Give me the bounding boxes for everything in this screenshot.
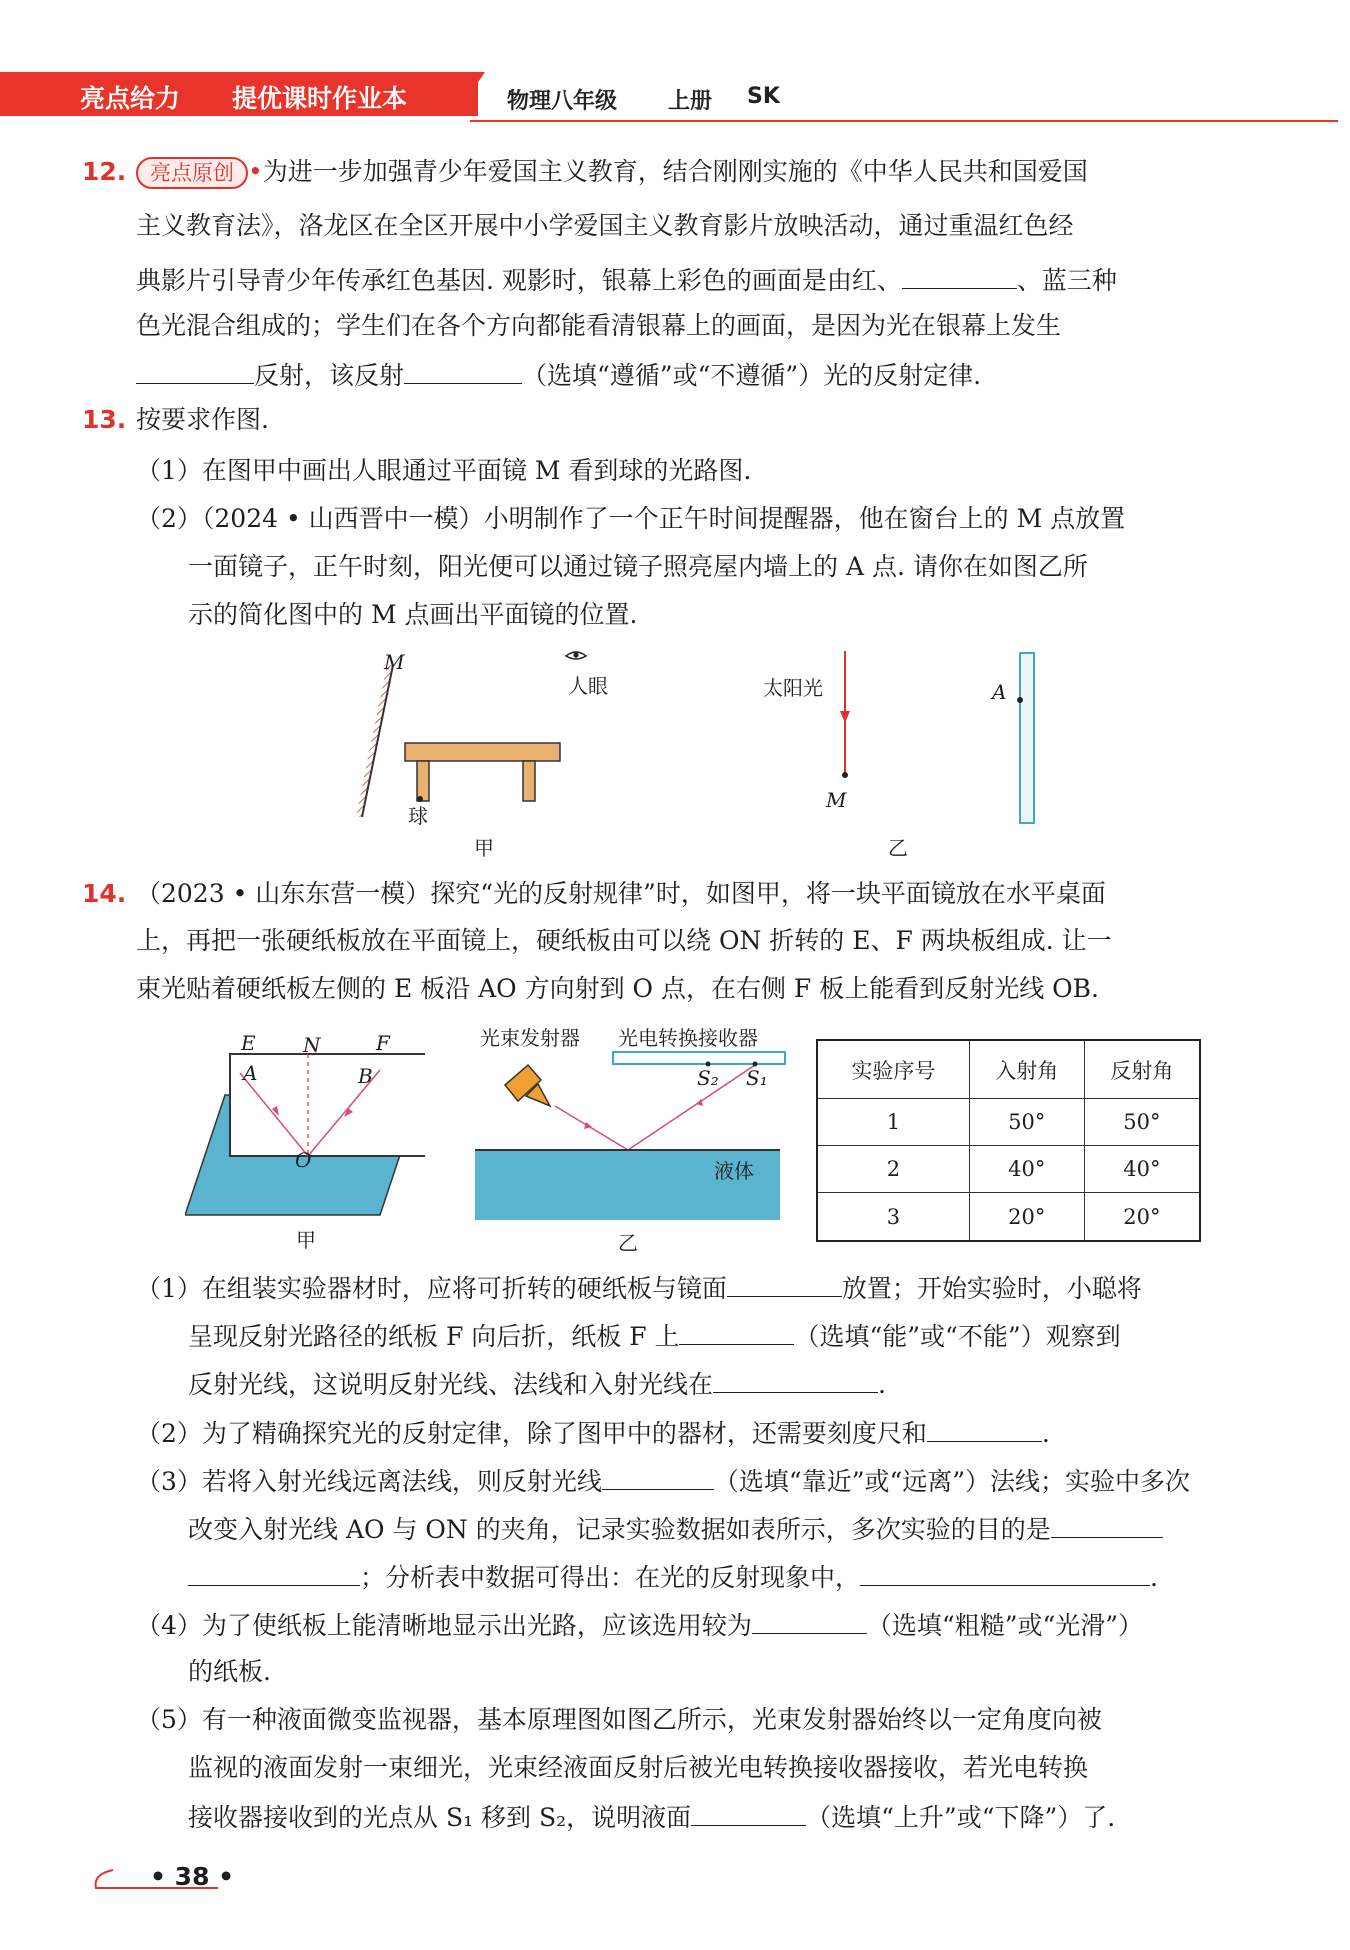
answer-blank-reflection-type[interactable]	[136, 359, 254, 384]
q14-text: （2）为了精确探究光的反射定律，除了图甲中的器材，还需要刻度尺和	[136, 1419, 927, 1448]
emitter-icon	[505, 1065, 550, 1106]
s1-label: S₁	[746, 1066, 768, 1090]
q13-figures	[340, 645, 1100, 865]
q14-line-2: 上，再把一张硬纸板放在平面镜上，硬纸板由可以绕 ON 折转的 E、F 两块板组成. 让一	[136, 926, 1112, 955]
q14-sub-1-line-2	[188, 1320, 1121, 1352]
q14-text: 改变入射光线 AO 与 ON 的夹角，记录实验数据如表所示，多次实验的目的是	[188, 1515, 1051, 1544]
label-f: F	[376, 1031, 390, 1055]
q14-text: 呈现反射光路径的纸板 F 向后折，纸板 F 上	[188, 1322, 680, 1351]
q13-part-2-line-3: 示的简化图中的 M 点画出平面镜的位置.	[188, 600, 638, 629]
answer-blank-color[interactable]	[902, 264, 1017, 289]
header-volume: 上册	[668, 89, 713, 114]
q14-text: （选填“能”或“不能”）观察到	[794, 1322, 1121, 1351]
reflection-board-figure	[185, 1035, 425, 1225]
figure-jia-caption-2: 甲	[296, 1228, 316, 1252]
answer-blank-board-position[interactable]	[727, 1272, 842, 1297]
q14-line-3: 束光贴着硬纸板左侧的 E 板沿 AO 方向射到 O 点，在右侧 F 板上能看到反射光线 OB.	[136, 974, 1099, 1003]
q13-part-2-line-2: 一面镜子，正午时刻，阳光便可以通过镜子照亮屋内墙上的 A 点. 请你在如图乙所	[188, 552, 1088, 581]
receiver-bar	[613, 1052, 785, 1064]
page-number: • 38 •	[150, 1862, 235, 1891]
ball-label: 球	[408, 804, 428, 828]
q12-text-1: 为进一步加强青少年爱国主义教育，结合刚刚实施的《中华人民共和国爱国	[262, 157, 1088, 186]
header-subject: 物理八年级	[507, 89, 618, 114]
original-badge: 亮点原创	[136, 157, 248, 189]
eye-icon	[566, 652, 586, 659]
q14-text: .	[878, 1370, 886, 1399]
point-m-dot	[842, 772, 848, 778]
answer-blank-level[interactable]	[691, 1801, 806, 1826]
point-a-dot	[1017, 697, 1023, 703]
point-a-label: A	[992, 680, 1007, 704]
emitter-label: 光束发射器	[480, 1026, 580, 1050]
q14-text: （选填“靠近”或“远离”）法线；实验中多次	[713, 1467, 1191, 1496]
header-brand: 亮点给力	[80, 84, 181, 113]
receiver-label: 光电转换接收器	[618, 1026, 758, 1050]
cell-reflection: 20°	[1084, 1193, 1200, 1241]
cell-incidence: 20°	[969, 1193, 1084, 1241]
table-header-row	[817, 1040, 1200, 1099]
cell-reflection: 50°	[1084, 1099, 1200, 1146]
q14-text: （3）若将入射光线远离法线，则反射光线	[136, 1467, 602, 1496]
figure-jia-caption: 甲	[474, 836, 494, 860]
table-row	[817, 1099, 1200, 1146]
figure-yi-caption: 乙	[888, 836, 908, 860]
answer-blank-direction[interactable]	[602, 1465, 714, 1490]
q14-sub-3-line-1	[136, 1465, 1190, 1497]
experiment-data-table	[816, 1039, 1201, 1242]
q14-text: 放置；开始实验时，小聪将	[841, 1274, 1142, 1303]
q14-sub-5-line-3	[188, 1801, 1115, 1833]
point-m-label: M	[826, 788, 847, 812]
q12-line-5	[136, 359, 981, 391]
label-e: E	[241, 1031, 256, 1055]
answer-blank-law[interactable]	[404, 359, 522, 384]
label-a: A	[243, 1061, 258, 1085]
cell-incidence: 50°	[969, 1099, 1084, 1146]
q14-sub-4-line-2: 的纸板.	[188, 1657, 271, 1686]
header-edition: SK	[747, 84, 780, 109]
q14-text: （选填“粗糙”或“光滑”）	[866, 1611, 1144, 1640]
q12-line-2: 主义教育法》，洛龙区在全区开展中小学爱国主义教育影片放映活动，通过重温红色经	[136, 211, 1074, 240]
answer-blank-plane[interactable]	[713, 1368, 878, 1393]
label-n: N	[303, 1033, 321, 1057]
q12-text-3b: 、蓝三种	[1016, 266, 1117, 295]
answer-blank-tool[interactable]	[927, 1417, 1042, 1442]
q12-text-5b: （选填“遵循”或“不遵循”）光的反射定律.	[522, 361, 982, 390]
header-incidence-angle: 入射角	[969, 1040, 1084, 1099]
q12-line-3	[136, 264, 1117, 296]
q12-line-4: 色光混合组成的；学生们在各个方向都能看清银幕上的画面，是因为光在银幕上发生	[136, 311, 1062, 340]
q12-line-1: 亮点原创 •为进一步加强青少年爱国主义教育，结合刚刚实施的《中华人民共和国爱国	[136, 157, 1088, 189]
q14-sub-3-line-2	[188, 1513, 1163, 1545]
cell-trial: 2	[817, 1146, 969, 1193]
q14-text: ；分析表中数据可得出：在光的反射现象中，	[360, 1563, 861, 1592]
table-row	[817, 1146, 1200, 1193]
q14-text: （选填“上升”或“下降”）了.	[806, 1803, 1116, 1832]
eye-label: 人眼	[568, 674, 608, 698]
q14-sub-4-line-1	[136, 1609, 1143, 1641]
q13-part-1: （1）在图甲中画出人眼通过平面镜 M 看到球的光路图.	[136, 456, 752, 485]
answer-blank-purpose-cont[interactable]	[188, 1561, 360, 1586]
mirror-label: M	[384, 650, 405, 674]
q14-text: 反射光线，这说明反射光线、法线和入射光线在	[188, 1370, 714, 1399]
q14-line-1: （2023 • 山东东营一模）探究“光的反射规律”时，如图甲，将一块平面镜放在水平桌面	[136, 879, 1106, 908]
table-row	[817, 1193, 1200, 1241]
question-number-12: 12.	[82, 157, 127, 186]
answer-blank-observe[interactable]	[679, 1320, 794, 1345]
header-reflection-angle: 反射角	[1084, 1040, 1200, 1099]
q13-part-2-line-1: （2）（2024 • 山西晋中一模）小明制作了一个正午时间提醒器，他在窗台上的 M 点放置	[136, 504, 1126, 533]
cell-trial: 3	[817, 1193, 969, 1241]
liquid-label: 液体	[714, 1159, 754, 1183]
cell-incidence: 40°	[969, 1146, 1084, 1193]
q14-sub-2	[136, 1417, 1050, 1449]
answer-blank-board-type[interactable]	[752, 1609, 867, 1634]
sunlight-ray	[840, 651, 850, 775]
liquid-monitor-figure	[470, 1040, 790, 1220]
wall	[1020, 653, 1034, 823]
q12-text-3a: 典影片引导青少年传承红色基因. 观影时，银幕上彩色的画面是由红、	[136, 266, 902, 295]
q14-sub-5-line-2: 监视的液面发射一束细光，光束经液面反射后被光电转换接收器接收，若光电转换	[188, 1753, 1089, 1782]
q14-sub-1-line-1	[136, 1272, 1142, 1304]
q14-text: 接收器接收到的光点从 S₁ 移到 S₂，说明液面	[188, 1803, 692, 1832]
header-book-title: 提优课时作业本	[232, 84, 408, 113]
table-drawing	[405, 743, 560, 801]
cell-trial: 1	[817, 1099, 969, 1146]
q14-text: （4）为了使纸板上能清晰地显示出光路，应该选用较为	[136, 1611, 752, 1640]
q14-text: .	[1150, 1563, 1158, 1592]
q13-intro: 按要求作图.	[136, 405, 269, 434]
header-rule	[470, 120, 1338, 122]
header-trial: 实验序号	[817, 1040, 969, 1099]
header-band-tip	[455, 72, 485, 116]
q14-text: （1）在组装实验器材时，应将可折转的硬纸板与镜面	[136, 1274, 727, 1303]
figure-yi-caption-2: 乙	[618, 1231, 638, 1255]
label-b: B	[358, 1064, 373, 1088]
q14-sub-5-line-1: （5）有一种液面微变监视器，基本原理图如图乙所示，光束发射器始终以一定角度向被	[136, 1705, 1102, 1734]
s2-label: S₂	[697, 1066, 719, 1090]
question-number-13: 13.	[82, 405, 127, 434]
question-number-14: 14.	[82, 879, 127, 908]
sunlight-label: 太阳光	[763, 676, 823, 700]
answer-blank-conclusion[interactable]	[860, 1561, 1150, 1586]
cell-reflection: 40°	[1084, 1146, 1200, 1193]
q14-sub-1-line-3	[188, 1368, 886, 1400]
answer-blank-purpose[interactable]	[1051, 1513, 1163, 1538]
q14-sub-3-line-3	[188, 1561, 1158, 1593]
plane-mirror	[356, 665, 393, 817]
q12-text-5a: 反射，该反射	[254, 361, 405, 390]
label-o: O	[295, 1148, 312, 1172]
q14-text: .	[1041, 1419, 1050, 1448]
